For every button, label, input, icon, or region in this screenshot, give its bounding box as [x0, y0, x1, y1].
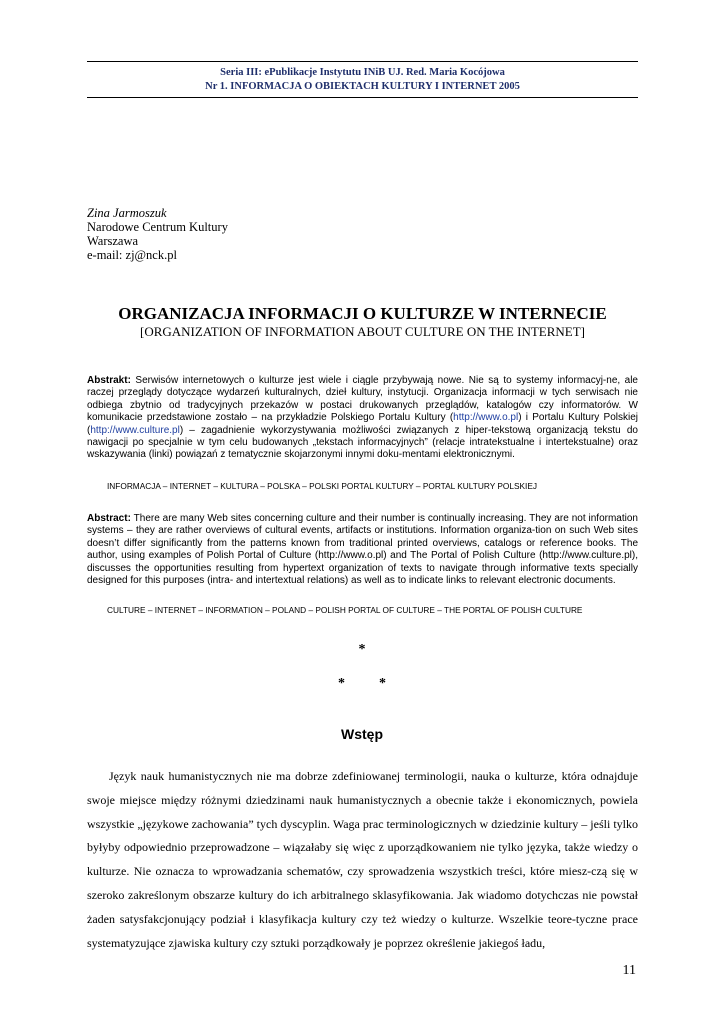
abstract-polish-text-1: Serwisów internetowych o kulturze jest wiele i ciągle przybywają nowe. Nie są to systemy informacyj-ne, ale raczej przeglądy dotyczące wydarzeń kulturalnych, dzieł kultury, instytucji. Organizacja informacji w tych serwisach nie odbiega zbytnio od tradycyjnych przekazów w postaci drukowanych przeglądów, katalogów czy informatorów. W komunikacie przedstawione zostało – na przykładzie Polskiego Portalu Kultury ( — [87, 375, 638, 424]
body-text — [87, 765, 638, 955]
separator-star-top: * — [358, 642, 366, 657]
page-number: 11 — [622, 963, 636, 978]
abstract-english-label: Abstract: — [87, 513, 131, 524]
separator-star-row — [0, 676, 724, 692]
series-header — [87, 66, 638, 94]
abstract-polish-text-2: ) i Portalu Kultury Polskiej ( — [87, 412, 638, 436]
series-header-line1: Seria III: ePublikacje Instytutu INiB UJ. Red. Maria Kocójowa — [220, 67, 505, 78]
author-institution: Narodowe Centrum Kultury — [87, 220, 228, 234]
link-o-pl[interactable]: http://www.o.pl — [453, 412, 519, 424]
link-culture-pl[interactable]: http://www.culture.pl — [90, 424, 180, 436]
section-heading: Wstęp — [341, 726, 383, 742]
abstract-english — [87, 513, 638, 587]
body-paragraph: Język nauk humanistycznych nie ma dobrze zdefiniowanej terminologii, nauka o kulturze, która odnajduje swoje miejsce między różnymi dziedzinami nauk humanistycznych a obecnie także i ekonomicznych, powiela wszystkie „językowe zachowania” tych dyscyplin. Waga prac terminologicznych w dziedzinie kultury – jeśli tylko byłyby odpowiednio przeprowadzone – wiązałaby się więc z uporządkowaniem nie tylko języka, także wiedzy o kulturze. Nie oznacza to wprowadzania schematów, czy sprowadzenia wszystkich treści, które miesz-czą się w szeroko zakreślonym obszarze kultury do ich arbitralnego sklasyfikowania. Jak wiadomo dotychczas nie powstał żaden satysfakcjonujący podział i klasyfikacja kultury czy też wiedzy o kulturze. Wszelkie teore-tyczne prace systematyzujące zjawiska kultury czy sztuki porządkowały je poprzez określenie jakiegoś ładu, — [87, 769, 638, 950]
author-name: Zina Jarmoszuk — [87, 206, 167, 220]
abstract-polish-label: Abstrakt: — [87, 375, 131, 386]
abstract-english-text: There are many Web sites concerning culture and their number is continually increasing. They are not information systems – they are rather overviews of cultural events, artifacts or institutions. Information organiza-tion on such Web sites doesn’t differ significantly from the patterns known from traditional printed overviews, catalogs or reference books. The author, using examples of Polish Portal of Culture (http://www.o.pl) and The Portal of Polish Culture (http://www.culture.pl), discusses the opportunities resulting from hypertext organization of texts to navigate through informative texts specially designed for this purposes (intra- and intertextual relations) as well as to indicate links to relevant electronic documents. — [87, 513, 638, 587]
separator-star-right: * — [379, 676, 386, 691]
abstract-polish-text-3: ) – zagadnienie wykorzystywania możliwości związanych z hiper-tekstową organizacją tekstu do nawigacji po specjalnie w tym celu budowanych „tekstach informacyjnych” (relacje intratekstualne i intertekstualne) oraz wskazywania (linki) powiązań z tematycznie skojarzonymi innymi doku-mentami elektronicznymi. — [87, 424, 638, 461]
paper-title — [87, 304, 638, 340]
author-block — [87, 206, 228, 262]
separator-star-left: * — [338, 676, 345, 691]
series-header-line2: Nr 1. INFORMACJA O OBIEKTACH KULTURY I INTERNET 2005 — [205, 81, 520, 92]
header-bottom-rule — [87, 97, 638, 98]
abstract-polish — [87, 375, 638, 462]
keywords-polish: INFORMACJA – INTERNET – KULTURA – POLSKA – POLSKI PORTAL KULTURY – PORTAL KULTURY POLSKIEJ — [107, 481, 538, 491]
header-top-rule — [87, 61, 638, 62]
author-city: Warszawa — [87, 234, 139, 248]
author-email: e-mail: zj@nck.pl — [87, 248, 177, 262]
keywords-english: CULTURE – INTERNET – INFORMATION – POLAND – POLISH PORTAL OF CULTURE – THE PORTAL OF POLISH CULTURE — [107, 605, 583, 615]
paper-title-polish: ORGANIZACJA INFORMACJI O KULTURZE W INTERNECIE — [118, 304, 607, 323]
paper-title-english: [ORGANIZATION OF INFORMATION ABOUT CULTURE ON THE INTERNET] — [140, 324, 585, 339]
